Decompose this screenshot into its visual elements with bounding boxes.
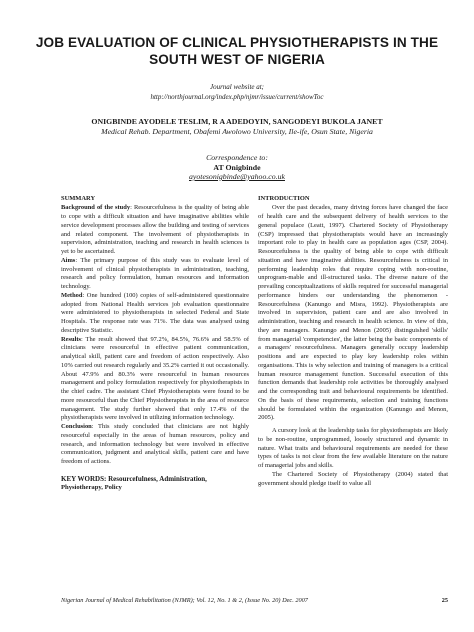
summary-column	[61, 195, 249, 590]
journal-website-url[interactable]: http://northjournal.org/index.php/njmr/issue/current/showToc	[150, 92, 324, 101]
summary-method	[61, 292, 249, 336]
introduction-column	[258, 195, 448, 590]
background-label: Background of the study	[61, 204, 131, 212]
correspondence-heading: Correspondence to:	[206, 153, 268, 162]
title-line-2: SOUTH WEST OF NIGERIA	[149, 52, 325, 67]
method-text: : One hundred (100) copies of self-administered questionnaire adopted from National Health services job evaluation questionnaire were administered to physiotherapists in selected Federal and State Hospitals. The response rate was 71%. The data was analysed using descriptive Statistic.	[61, 291, 249, 334]
summary-heading: SUMMARY	[61, 195, 96, 202]
keywords	[61, 475, 249, 484]
summary-aims	[61, 257, 249, 292]
introduction-paragraph-2: A cursory look at the leadership tasks for physiotherapists are likely to be non-routine, unprogrammed, loosely structured and dynamic in nature. What traits and behavioural requirements are needed for these types of tasks is not clear from the few available literature on the nature of managerial jobs and skills.	[258, 427, 448, 469]
page-footer	[61, 597, 448, 604]
keywords-line-2: Physiotherapy, Policy	[61, 483, 122, 491]
results-text: : The result showed that 97.2%, 84.5%, 76.6% and 58.5% of clinicians were resourceful in effective patient communication, analytical skill, patient care and freedom of action respectively. Also 10% carried out research regularly and 35.2% carried it out occasionally. About 47.9% and 80.3% were resourceful in human resources management and policy formulation respectively for physiotherapists in the chief cadre. The assistant Chief Physiotherapists were found to be more resourceful than the Chief Physiotherapists in the area of resource management. The study further showed that only 17.4% of the physiotherapists were involved in utilizing information technology.	[61, 335, 249, 422]
page-number: 25	[441, 597, 448, 604]
correspondence-block	[140, 153, 334, 182]
results-label: Results	[61, 335, 82, 343]
introduction-heading: INTRODUCTION	[258, 195, 310, 202]
correspondence-name: AT Onigbinde	[213, 162, 261, 172]
paper-title	[30, 34, 444, 68]
keywords-text: Resourcefulness, Administration,	[108, 474, 207, 483]
background-text: : Resourcefulness is the quality of being able to cope with a difficult situation and have imaginative abilities while service development processes allow the building and testing of services and related component. The involvement of physiotherapists in supervision, administration, teaching and research in health sciences is yet to be ascertained.	[61, 204, 249, 255]
aims-text: : The primary purpose of this study was to evaluate level of involvement of clinical physiotherapists in administration, teaching, research and policy formulation, human resources and information technology.	[61, 256, 249, 290]
introduction-paragraph-1: Over the past decades, many driving forces have changed the face of health care and the subsequent delivery of health services to the general populace (Leatt, 1997). Chartered Society of Physiotherapy (CSP) impressed that physiotherapists would have an increasingly important role to play in health care as population ages (CSP, 2004). Resourcefulness is the quality of being able to cope with difficult situation and have imaginative abilities. Resourcefulness is critical in performing leadership roles that require coping with non-routine, unprogram-mable and ill-structured tasks. The diverse nature of the prevailing conceptualizations of skills required for successful managerial performance hinders our understanding the phenomenon - Resourcefulness (Kanungo and Misra, 1992). Physiotherapists are involved in supervision, patient care and are also involved in administration, teaching and research in health science. In view of this, they are managers. Kanungo and Menon (2005) distinguished 'skills' from managerial 'competencies', the latter being the basic components of a managers' resourcefulness. Managers generally occupy leadership positions and are expected to play key leadership roles within organisations. This is why selection and training of managers is a critical human resource management function. Successful execution of this function demands that leadership role activities be thoroughly analysed and the corresponding trait and behavioural requirements be identified. On the basis of these requirements, selection and training functions should be formulated within the organization (Kanungo and Menon, 2005).	[258, 204, 448, 422]
correspondence-email[interactable]: ayotesonigbinde@yahoo.co.uk	[189, 172, 285, 181]
author-names: ONIGBINDE AYODELE TESLIM, R A ADEDOYIN, SANGODEYI BUKOLA JANET	[91, 117, 383, 126]
introduction-paragraph-3: The Chartered Society of Physiotherapy (2004) stated that government should pledge itself to value all	[258, 470, 448, 487]
keywords-label: KEY WORDS:	[61, 474, 107, 483]
footer-citation: Nigerian Journal of Medical Rehabilitation (NJMR); Vol. 12, No. 1 & 2, (Issue No. 20) Dec. 2007	[61, 597, 308, 604]
author-block	[20, 117, 454, 137]
conclusion-text: : This study concluded that clinicians are not highly resourceful especially in the areas of human resources, policy and research, and information technology but were involved in effective communication, judgment and analytical skills, patient care and have freedom of actions.	[61, 423, 249, 465]
title-line-1: JOB EVALUATION OF CLINICAL PHYSIOTHERAPISTS IN THE	[35, 35, 439, 50]
summary-conclusion	[61, 423, 249, 467]
author-affiliation: Medical Rehab. Department, Obafemi Awolowo University, Ile-ife, Osun State, Nigeria	[101, 127, 373, 136]
journal-website	[20, 83, 454, 102]
journal-website-label: Journal website at;	[209, 83, 265, 91]
summary-results	[61, 336, 249, 424]
conclusion-label: Conclusion	[61, 423, 92, 430]
method-label: Method	[61, 291, 83, 299]
aims-label: Aims	[61, 256, 76, 264]
summary-background	[61, 204, 249, 257]
